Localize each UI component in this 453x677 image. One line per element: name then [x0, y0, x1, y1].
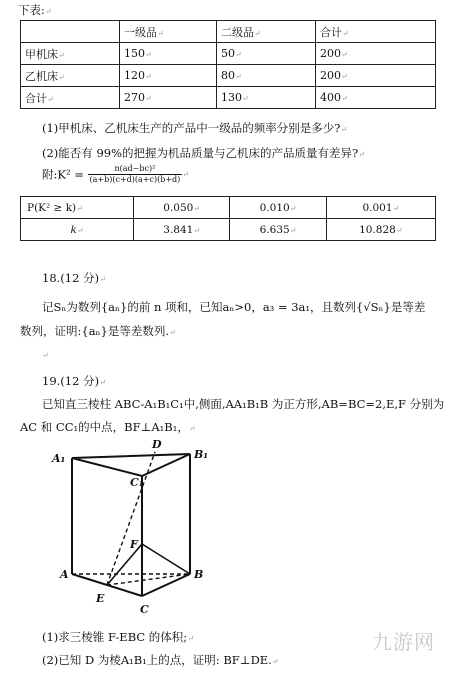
problem-19-q1: (1)求三棱锥 F-EBC 的体积;↵ — [42, 630, 194, 644]
label-c1: C₁ — [130, 476, 144, 489]
prism-figure — [40, 436, 220, 624]
label-b: B — [194, 568, 204, 581]
problem-19-line1: 已知直三棱柱 ABC-A₁B₁C₁中,侧面,AA₁B₁B 为正方形,AB=BC=2,E,F 分别为 — [42, 397, 445, 411]
label-a1: A₁ — [52, 452, 66, 465]
table-header-cell — [21, 21, 120, 43]
table-cell: 120↵ — [120, 65, 217, 87]
table-cell: 合计↵ — [21, 87, 120, 109]
header-text: 下表:↵ — [18, 3, 52, 17]
formula-fraction — [88, 164, 183, 185]
label-e: E — [96, 592, 105, 605]
problem-18-title: 18.(12 分)↵ — [42, 271, 106, 285]
table-header-cell: 一级品↵ — [120, 21, 217, 43]
problem-18-line1: 记Sₙ为数列{aₙ}的前 n 项和，已知aₙ>0，a₃ = 3a₁，且数列{√Sₙ}是等差 — [42, 300, 426, 314]
label-a: A — [60, 568, 69, 581]
table-row — [21, 197, 436, 219]
table-cell: 6.635↵ — [230, 219, 326, 241]
table-cell: 0.001↵ — [326, 197, 435, 219]
watermark-logo: 九游网 — [372, 630, 435, 654]
table-header-cell: 合计↵ — [316, 21, 436, 43]
label-c: C — [140, 603, 149, 616]
problem-19-title: 19.(12 分)↵ — [42, 374, 106, 388]
table-cell: 0.010↵ — [230, 197, 326, 219]
table-cell: 200↵ — [316, 65, 436, 87]
problem-18-line2: 数列，证明:{aₙ}是等差数列.↵ — [20, 324, 176, 338]
problem-19-line2: AC 和 CC₁的中点，BF⊥A₁B₁，↵ — [20, 420, 196, 434]
table-cell: 400↵ — [316, 87, 436, 109]
question-1: (1)甲机床、乙机床生产的产品中一级品的频率分别是多少?↵ — [42, 121, 348, 135]
table-header-row — [21, 21, 436, 43]
table-header-cell: 二级品↵ — [217, 21, 316, 43]
top-face — [72, 454, 190, 476]
label-f: F — [130, 538, 138, 551]
edge-de-hidden — [107, 452, 155, 585]
table-cell: 乙机床↵ — [21, 65, 120, 87]
table-cell: 10.828↵ — [326, 219, 435, 241]
label-d: D — [152, 438, 162, 451]
table-cell: k↵ — [21, 219, 134, 241]
table-cell: 3.841↵ — [134, 219, 230, 241]
question-2: (2)能否有 99%的把握为机品质量与乙机床的产品质量有差异?↵ — [42, 146, 365, 160]
table-cell: 270↵ — [120, 87, 217, 109]
table-cell: 200↵ — [316, 43, 436, 65]
table-cell: 80↵ — [217, 65, 316, 87]
prism-hidden-edges — [72, 452, 190, 585]
formula-denominator: (a+b)(c+d)(a+c)(b+d) — [89, 175, 181, 184]
table-cell: 0.050↵ — [134, 197, 230, 219]
production-table — [20, 20, 436, 109]
table-row — [21, 65, 436, 87]
edge-fb — [142, 544, 190, 574]
paragraph-mark: ↵ — [42, 351, 49, 360]
table-row — [21, 87, 436, 109]
table-row — [21, 219, 436, 241]
table-cell: 150↵ — [120, 43, 217, 65]
table-cell: 50↵ — [217, 43, 316, 65]
table-cell: 130↵ — [217, 87, 316, 109]
chi-square-formula: 附:K² = $\frac{\text{n(ad−bc)²}}{(a+b)(c+d)(a+c)(b+d)}$ ↵ — [42, 164, 189, 184]
problem-19-q2: (2)已知 D 为棱A₁B₁上的点，证明: BF⊥DE.↵ — [42, 653, 279, 667]
table-cell: 甲机床↵ — [21, 43, 120, 65]
table-cell: P(K² ≥ k)↵ — [21, 197, 134, 219]
formula-numerator: n(ad−bc)² — [88, 164, 183, 175]
label-b1: B₁ — [194, 448, 209, 461]
critical-value-table — [20, 196, 436, 241]
table-row — [21, 43, 436, 65]
